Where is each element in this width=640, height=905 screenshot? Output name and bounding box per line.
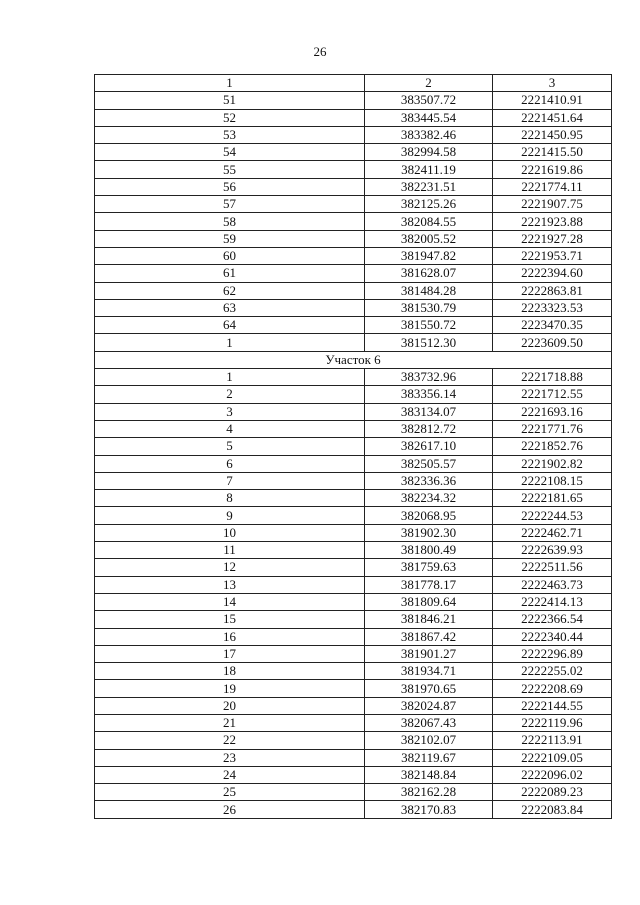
y-coordinate-cell: 2222255.02 (493, 663, 612, 680)
table-row (95, 680, 612, 697)
y-coordinate-cell: 2221852.76 (493, 438, 612, 455)
point-number-cell: 56 (95, 178, 365, 195)
y-coordinate-cell: 2222511.56 (493, 559, 612, 576)
x-coordinate-cell: 382067.43 (365, 714, 493, 731)
point-number-cell: 1 (95, 334, 365, 351)
table-row (95, 213, 612, 230)
x-coordinate-cell: 382234.32 (365, 490, 493, 507)
x-coordinate-cell: 382005.52 (365, 230, 493, 247)
point-number-cell: 53 (95, 126, 365, 143)
table-header-row (95, 75, 612, 92)
x-coordinate-cell: 381484.28 (365, 282, 493, 299)
point-number-cell: 62 (95, 282, 365, 299)
x-coordinate-cell: 381901.27 (365, 645, 493, 662)
table-row (95, 334, 612, 351)
y-coordinate-cell: 2222208.69 (493, 680, 612, 697)
table-row (95, 593, 612, 610)
x-coordinate-cell: 381800.49 (365, 542, 493, 559)
x-coordinate-cell: 381867.42 (365, 628, 493, 645)
table-row (95, 524, 612, 541)
x-coordinate-cell: 382505.57 (365, 455, 493, 472)
y-coordinate-cell: 2221927.28 (493, 230, 612, 247)
section-heading-row (95, 351, 612, 368)
point-number-cell: 60 (95, 247, 365, 264)
table-row (95, 196, 612, 213)
x-coordinate-cell: 382170.83 (365, 801, 493, 818)
y-coordinate-cell: 2222089.23 (493, 784, 612, 801)
table-row (95, 559, 612, 576)
y-coordinate-cell: 2221907.75 (493, 196, 612, 213)
x-coordinate-cell: 383134.07 (365, 403, 493, 420)
y-coordinate-cell: 2222108.15 (493, 472, 612, 489)
point-number-cell: 20 (95, 697, 365, 714)
y-coordinate-cell: 2222119.96 (493, 714, 612, 731)
table-row (95, 455, 612, 472)
y-coordinate-cell: 2222113.91 (493, 732, 612, 749)
table-row (95, 144, 612, 161)
y-coordinate-cell: 2222096.02 (493, 766, 612, 783)
y-coordinate-cell: 2222109.05 (493, 749, 612, 766)
table-row (95, 784, 612, 801)
table-row (95, 386, 612, 403)
x-coordinate-cell: 382994.58 (365, 144, 493, 161)
point-number-cell: 64 (95, 317, 365, 334)
page-number: 26 (313, 44, 327, 59)
table-row (95, 576, 612, 593)
point-number-cell: 3 (95, 403, 365, 420)
x-coordinate-cell: 381846.21 (365, 611, 493, 628)
point-number-cell: 13 (95, 576, 365, 593)
point-number-cell: 25 (95, 784, 365, 801)
point-number-cell: 1 (95, 369, 365, 386)
table-row (95, 663, 612, 680)
x-coordinate-cell: 382024.87 (365, 697, 493, 714)
point-number-cell: 61 (95, 265, 365, 282)
point-number-cell: 23 (95, 749, 365, 766)
y-coordinate-cell: 2221410.91 (493, 92, 612, 109)
x-coordinate-cell: 383507.72 (365, 92, 493, 109)
point-number-cell: 9 (95, 507, 365, 524)
point-number-cell: 19 (95, 680, 365, 697)
x-coordinate-cell: 383356.14 (365, 386, 493, 403)
table-row (95, 420, 612, 437)
x-coordinate-cell: 382084.55 (365, 213, 493, 230)
table-row (95, 282, 612, 299)
y-coordinate-cell: 2221450.95 (493, 126, 612, 143)
y-coordinate-cell: 2221771.76 (493, 420, 612, 437)
x-coordinate-cell: 382148.84 (365, 766, 493, 783)
x-coordinate-cell: 381530.79 (365, 299, 493, 316)
point-number-cell: 55 (95, 161, 365, 178)
point-number-cell: 52 (95, 109, 365, 126)
point-number-cell: 63 (95, 299, 365, 316)
point-number-cell: 57 (95, 196, 365, 213)
y-coordinate-cell: 2222181.65 (493, 490, 612, 507)
table-row (95, 109, 612, 126)
point-number-cell: 15 (95, 611, 365, 628)
x-coordinate-cell: 382162.28 (365, 784, 493, 801)
y-coordinate-cell: 2221902.82 (493, 455, 612, 472)
y-coordinate-cell: 2222244.53 (493, 507, 612, 524)
y-coordinate-cell: 2221712.55 (493, 386, 612, 403)
x-coordinate-cell: 382617.10 (365, 438, 493, 455)
point-number-cell: 11 (95, 542, 365, 559)
x-coordinate-cell: 381628.07 (365, 265, 493, 282)
table-row (95, 490, 612, 507)
x-coordinate-cell: 381902.30 (365, 524, 493, 541)
y-coordinate-cell: 2222463.73 (493, 576, 612, 593)
y-coordinate-cell: 2222462.71 (493, 524, 612, 541)
point-number-cell: 8 (95, 490, 365, 507)
point-number-cell: 17 (95, 645, 365, 662)
table-row (95, 92, 612, 109)
table-row (95, 161, 612, 178)
table-row (95, 369, 612, 386)
point-number-cell: 4 (95, 420, 365, 437)
point-number-cell: 14 (95, 593, 365, 610)
table-row (95, 611, 612, 628)
x-coordinate-cell: 382336.36 (365, 472, 493, 489)
table-row (95, 507, 612, 524)
x-coordinate-cell: 381512.30 (365, 334, 493, 351)
point-number-cell: 24 (95, 766, 365, 783)
column-header-y: 3 (493, 75, 612, 92)
x-coordinate-cell: 381550.72 (365, 317, 493, 334)
table-row (95, 178, 612, 195)
x-coordinate-cell: 383382.46 (365, 126, 493, 143)
table-row (95, 801, 612, 818)
x-coordinate-cell: 382812.72 (365, 420, 493, 437)
y-coordinate-cell: 2222394.60 (493, 265, 612, 282)
table-row (95, 714, 612, 731)
y-coordinate-cell: 2222296.89 (493, 645, 612, 662)
column-header-x: 2 (365, 75, 493, 92)
point-number-cell: 21 (95, 714, 365, 731)
y-coordinate-cell: 2222414.13 (493, 593, 612, 610)
table-row (95, 126, 612, 143)
table-row (95, 299, 612, 316)
point-number-cell: 10 (95, 524, 365, 541)
x-coordinate-cell: 383732.96 (365, 369, 493, 386)
point-number-cell: 12 (95, 559, 365, 576)
x-coordinate-cell: 381778.17 (365, 576, 493, 593)
y-coordinate-cell: 2222083.84 (493, 801, 612, 818)
point-number-cell: 22 (95, 732, 365, 749)
point-number-cell: 18 (95, 663, 365, 680)
point-number-cell: 7 (95, 472, 365, 489)
table-row (95, 697, 612, 714)
table-row (95, 230, 612, 247)
x-coordinate-cell: 381759.63 (365, 559, 493, 576)
point-number-cell: 54 (95, 144, 365, 161)
y-coordinate-cell: 2221415.50 (493, 144, 612, 161)
y-coordinate-cell: 2223609.50 (493, 334, 612, 351)
table-row (95, 317, 612, 334)
point-number-cell: 26 (95, 801, 365, 818)
y-coordinate-cell: 2221718.88 (493, 369, 612, 386)
x-coordinate-cell: 381970.65 (365, 680, 493, 697)
x-coordinate-cell: 381934.71 (365, 663, 493, 680)
x-coordinate-cell: 382119.67 (365, 749, 493, 766)
y-coordinate-cell: 2222863.81 (493, 282, 612, 299)
y-coordinate-cell: 2221619.86 (493, 161, 612, 178)
x-coordinate-cell: 381809.64 (365, 593, 493, 610)
table-row (95, 628, 612, 645)
point-number-cell: 6 (95, 455, 365, 472)
table-row (95, 542, 612, 559)
y-coordinate-cell: 2222340.44 (493, 628, 612, 645)
y-coordinate-cell: 2221774.11 (493, 178, 612, 195)
point-number-cell: 59 (95, 230, 365, 247)
column-header-point: 1 (95, 75, 365, 92)
point-number-cell: 5 (95, 438, 365, 455)
x-coordinate-cell: 382068.95 (365, 507, 493, 524)
table-row (95, 645, 612, 662)
table-row (95, 732, 612, 749)
y-coordinate-cell: 2222639.93 (493, 542, 612, 559)
table-row (95, 472, 612, 489)
table-row (95, 265, 612, 282)
y-coordinate-cell: 2223323.53 (493, 299, 612, 316)
x-coordinate-cell: 382125.26 (365, 196, 493, 213)
x-coordinate-cell: 383445.54 (365, 109, 493, 126)
table-row (95, 403, 612, 420)
table-row (95, 438, 612, 455)
table-row (95, 766, 612, 783)
table-row (95, 749, 612, 766)
point-number-cell: 2 (95, 386, 365, 403)
y-coordinate-cell: 2222144.55 (493, 697, 612, 714)
x-coordinate-cell: 382102.07 (365, 732, 493, 749)
x-coordinate-cell: 381947.82 (365, 247, 493, 264)
section-title: Участок 6 (95, 351, 612, 368)
x-coordinate-cell: 382411.19 (365, 161, 493, 178)
coordinates-table-body (95, 75, 612, 819)
x-coordinate-cell: 382231.51 (365, 178, 493, 195)
coordinates-table (94, 74, 612, 819)
point-number-cell: 58 (95, 213, 365, 230)
point-number-cell: 51 (95, 92, 365, 109)
point-number-cell: 16 (95, 628, 365, 645)
y-coordinate-cell: 2221923.88 (493, 213, 612, 230)
y-coordinate-cell: 2221451.64 (493, 109, 612, 126)
y-coordinate-cell: 2222366.54 (493, 611, 612, 628)
table-row (95, 247, 612, 264)
y-coordinate-cell: 2221693.16 (493, 403, 612, 420)
y-coordinate-cell: 2221953.71 (493, 247, 612, 264)
y-coordinate-cell: 2223470.35 (493, 317, 612, 334)
